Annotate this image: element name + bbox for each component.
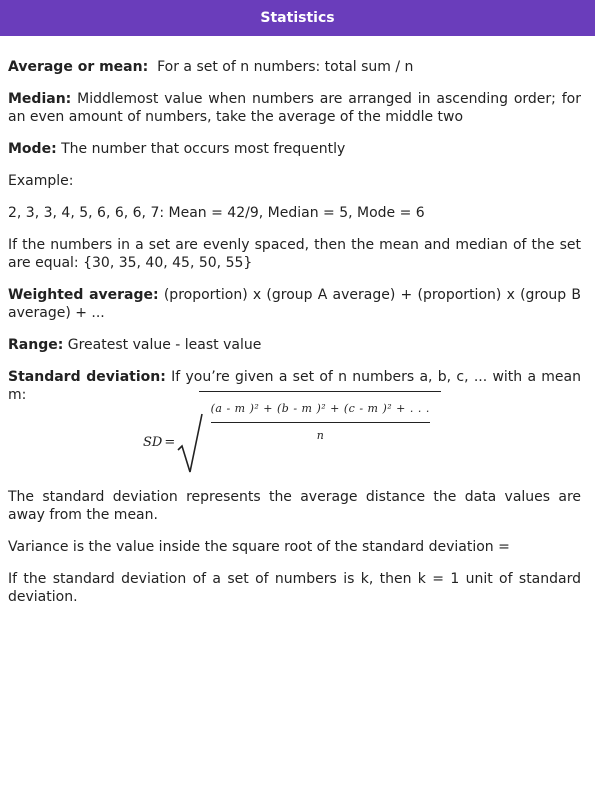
mode-text: The number that occurs most frequently bbox=[56, 141, 346, 157]
mean-definition bbox=[8, 58, 581, 76]
variance-text: Variance is the value inside the square root of the standard deviation = bbox=[8, 539, 510, 555]
sd-label: SD bbox=[143, 435, 163, 450]
mean-text: For a set of n numbers: total sum / n bbox=[148, 59, 414, 75]
example-label: Example: bbox=[8, 173, 74, 189]
sd-formula bbox=[8, 402, 581, 478]
app-bar bbox=[0, 0, 595, 36]
median-definition bbox=[8, 90, 581, 126]
square-root bbox=[177, 402, 441, 474]
weighted-average-definition bbox=[8, 286, 581, 322]
sd-unit-text: If the standard deviation of a set of numbers is k, then k = 1 unit of standard deviation. bbox=[8, 571, 581, 605]
sd-meaning-text: The standard deviation represents the average distance the data values are away from the mean. bbox=[8, 489, 581, 523]
formula-numerator: (a - m )² + (b - m )² + (c - m )² + . . . bbox=[211, 400, 430, 423]
mean-term: Average or mean: bbox=[8, 59, 149, 75]
median-term: Median: bbox=[8, 91, 72, 107]
formula-denominator: n bbox=[316, 429, 324, 442]
page-title: Statistics bbox=[260, 10, 335, 26]
median-text: Middlemost value when numbers are arranged in ascending order; for an even amount of numbers, take the average of the middle two bbox=[8, 91, 581, 125]
example-text: 2, 3, 3, 4, 5, 6, 6, 6, 7: Mean = 42/9, Median = 5, Mode = 6 bbox=[8, 205, 425, 221]
mode-definition bbox=[8, 140, 581, 158]
range-term: Range: bbox=[8, 337, 64, 353]
std-dev-term: Standard deviation: bbox=[8, 369, 166, 385]
radicand bbox=[199, 391, 441, 445]
weighted-term: Weighted average: bbox=[8, 287, 159, 303]
evenly-spaced-text: If the numbers in a set are evenly spaced, then the mean and median of the set are equal: {30, 35, 40, 45, 50, 55} bbox=[8, 237, 581, 271]
std-dev-text: If you’re given a set of n numbers a, b, c, ... with a mean m: bbox=[8, 369, 581, 403]
weighted-text: (proportion) x (group A average) + (proportion) x (group B average) + ... bbox=[8, 287, 582, 321]
content bbox=[0, 36, 595, 606]
mode-term: Mode: bbox=[8, 141, 57, 157]
sd-equals: = bbox=[164, 435, 176, 450]
range-definition bbox=[8, 336, 581, 354]
range-text: Greatest value - least value bbox=[63, 337, 262, 353]
